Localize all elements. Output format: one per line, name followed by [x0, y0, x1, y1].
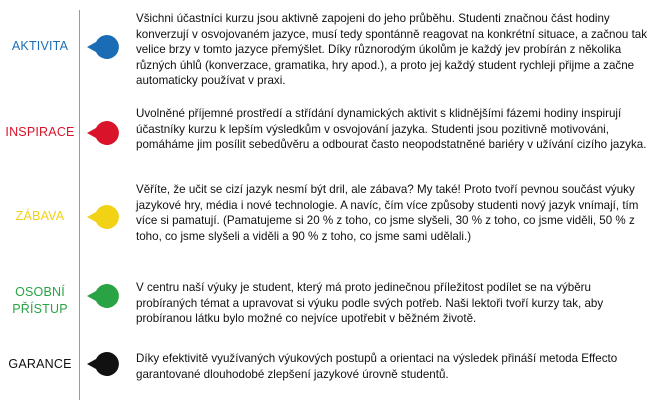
black-pin-icon: [86, 347, 120, 381]
yellow-pin-icon: [86, 200, 120, 234]
timeline-line: [79, 10, 80, 400]
green-pin-icon: [86, 279, 120, 313]
blue-pin-icon: [86, 30, 120, 64]
text-aktivita: Všichni účastníci kurzu jsou aktivně zapojeni do jeho průběhu. Studenti značnou část hodiny konverzují v osvojovaném jazyce, musí tedy spontánně reagovat na konkrétní situace, a začnou tak velice brzy v tomto jazyce přemýšlet. Díky různorodým úkolům je každý jev probírán z několika různých úhlů (konverzace, gramatika, hry apod.), a proto jej každý student rychleji přijme a začne automaticky používat v praxi.: [136, 12, 648, 87]
label-osobni-pristup: OSOBNÍ PŘÍSTUP: [12, 285, 68, 316]
red-pin-icon: [86, 116, 120, 150]
text-garance: Díky efektivitě využívaných výukových postupů a orientaci na výsledek přináší metoda Effecto garantované dlouhodobé zlepšení jazykové úrovně studentů.: [136, 352, 618, 381]
text-zabava: Věříte, že učit se cizí jazyk nesmí být dril, ale zábava? My také! Proto tvoří pevnou součást výuky jazykové hry, média i nové technologie. A navíc, čím více způsoby studenti nový jazyk vnímají, tím více si pamatují. (Pamatujeme si 20 % z toho, co jsme slyšeli, 30 % z toho, co jsme viděli, 50 % z toho, co jsme slyšeli a viděli a 90 % z toho, co jsme sami udělali.): [136, 183, 639, 243]
label-zabava: ZÁBAVA: [15, 209, 65, 223]
label-garance: GARANCE: [8, 357, 72, 371]
text-osobni-pristup: V centru naší výuky je student, který má proto jedinečnou příležitost podílet se na výběru probíraných témat a upravovat si výuku podle svých potřeb. Naši lektoři tvoří kurzy tak, aby probíranou látku bylo možné co nejvíce upotřebit v běžném životě.: [136, 281, 604, 325]
label-aktivita: AKTIVITA: [11, 39, 69, 53]
text-inspirace: Uvolněné příjemné prostředí a střídání dynamických aktivit s klidnějšími fázemi hodiny inspirují účastníky kurzu k lepším výsledkům v osvojování jazyka. Studenti jsou pozitivně motivováni, pomáháme jim posílit sebedůvěru a odbourat často neopodstatněné bariéry v užívání cizího jazyka.: [136, 107, 647, 151]
label-inspirace: INSPIRACE: [5, 125, 75, 139]
